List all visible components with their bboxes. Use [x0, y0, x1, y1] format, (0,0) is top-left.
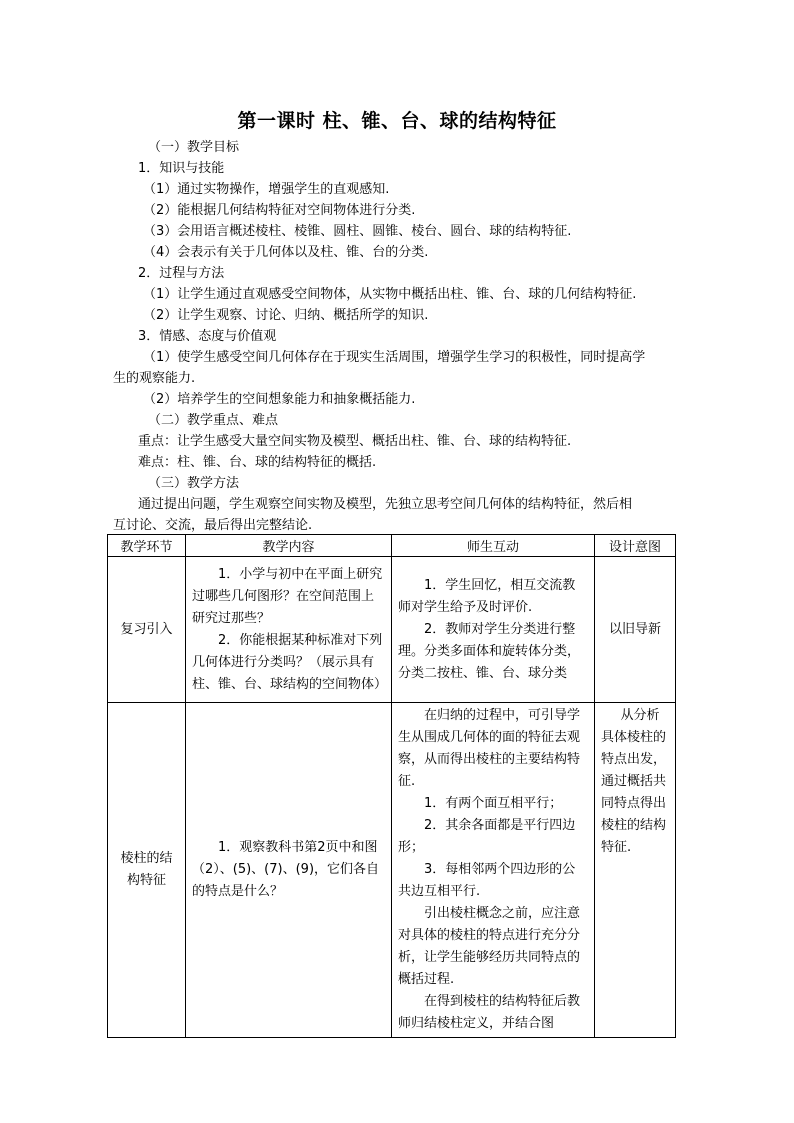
row2-interaction: [392, 703, 595, 1038]
section-heading-methods: （三）教学方法: [148, 476, 240, 491]
row1-stage: 复习引入: [108, 557, 186, 703]
table-row: [108, 703, 676, 1038]
row1-intent: 以旧导新: [595, 557, 676, 703]
page-title: 第一课时 柱、锥、台、球的结构特征: [237, 110, 557, 132]
row2-interaction-5: 引出棱柱概念之前，应注意对具体的棱柱的特点进行充分分析，让学生能够经历共同特点的概括过程.: [398, 906, 581, 987]
lesson-plan-table: [107, 534, 676, 1038]
row2-content-1: 1．观察教科书第2页中和图（2）、(5)、(7)、(9)，它们各自的特点是什么？: [192, 840, 380, 899]
methods-text-a: 通过提出问题，学生观察空间实物及模型，先独立思考空间几何体的结构特征，然后相: [138, 497, 633, 512]
emotion-item-1b: 生的观察能力.: [113, 371, 196, 386]
row2-interaction-1: 在归纳的过程中，可引导学生从围成几何体的面的特征去观察，从而得出棱柱的主要结构特征.: [398, 708, 581, 789]
table-header-row: [108, 535, 676, 557]
table-row: [108, 557, 676, 703]
section-heading-key-points: （二）教学重点、难点: [148, 413, 279, 428]
row1-interaction: [392, 557, 595, 703]
subheading-process: 2．过程与方法: [138, 266, 225, 281]
row2-interaction-2: 1．有两个面互相平行；: [424, 796, 563, 811]
header-stage: 教学环节: [108, 535, 186, 557]
methods-text-b: 互讨论、交流，最后得出完整结论.: [113, 518, 313, 533]
knowledge-item-4: （4）会表示有关于几何体以及柱、锥、台的分类.: [143, 245, 429, 260]
row2-interaction-4: 3．每相邻两个四边形的公共边互相平行.: [398, 862, 576, 899]
row2-interaction-6: 在得到棱柱的结构特征后教师归结棱柱定义，并结合图: [398, 994, 581, 1031]
subheading-emotion: 3．情感、态度与价值观: [138, 329, 277, 344]
row2-intent: [595, 703, 676, 1038]
row2-intent-text: 从分析具体棱柱的特点出发，通过概括共同特点得出棱柱的结构特征.: [601, 708, 667, 855]
subheading-knowledge: 1．知识与技能: [138, 161, 225, 176]
row2-interaction-3: 2．其余各面都是平行四边形；: [398, 818, 576, 855]
row2-stage-line-a: 棱柱的结: [120, 851, 173, 866]
process-item-2: （2）让学生观察、讨论、归纳、概括所学的知识.: [143, 308, 429, 323]
knowledge-item-1: （1）通过实物操作，增强学生的直观感知.: [143, 182, 390, 197]
row1-interaction-1: 1．学生回忆，相互交流教师对学生给予及时评价.: [398, 577, 576, 615]
emotion-item-1a: （1）使学生感受空间几何体存在于现实生活周围，增强学生学习的积极性，同时提高学: [143, 350, 646, 365]
row2-stage-line-b: 构特征: [126, 873, 166, 888]
row1-content-1: 1．小学与初中在平面上研究过哪些几何图形？在空间范围上研究过那些？: [192, 566, 383, 626]
process-item-1: （1）让学生通过直观感受空间物体，从实物中概括出柱、锥、台、球的几何结构特征.: [143, 287, 637, 302]
header-content: 教学内容: [186, 535, 392, 557]
difficult-point: 难点：柱、锥、台、球的结构特征的概括.: [138, 455, 377, 470]
section-heading-objectives: （一）教学目标: [148, 140, 240, 155]
emotion-item-2: （2）培养学生的空间想象能力和抽象概括能力.: [143, 392, 416, 407]
row1-content-2: 2．你能根据某种标准对下列几何体进行分类吗？（展示具有柱、锥、台、球结构的空间物体）: [192, 632, 388, 692]
knowledge-item-2: （2）能根据几何结构特征对空间物体进行分类.: [143, 203, 416, 218]
header-intent: 设计意图: [595, 535, 676, 557]
knowledge-item-3: （3）会用语言概述棱柱、棱锥、圆柱、圆锥、棱台、圆台、球的结构特征.: [143, 224, 572, 239]
row2-content: [186, 703, 392, 1038]
key-point: 重点：让学生感受大量空间实物及模型、概括出柱、锥、台、球的结构特征.: [138, 434, 572, 449]
row1-interaction-2: 2．教师对学生分类进行整理。分类多面体和旋转体分类，分类二按柱、锥、台、球分类: [398, 621, 581, 681]
row2-stage: [108, 703, 186, 1038]
row1-content: [186, 557, 392, 703]
header-interaction: 师生互动: [392, 535, 595, 557]
